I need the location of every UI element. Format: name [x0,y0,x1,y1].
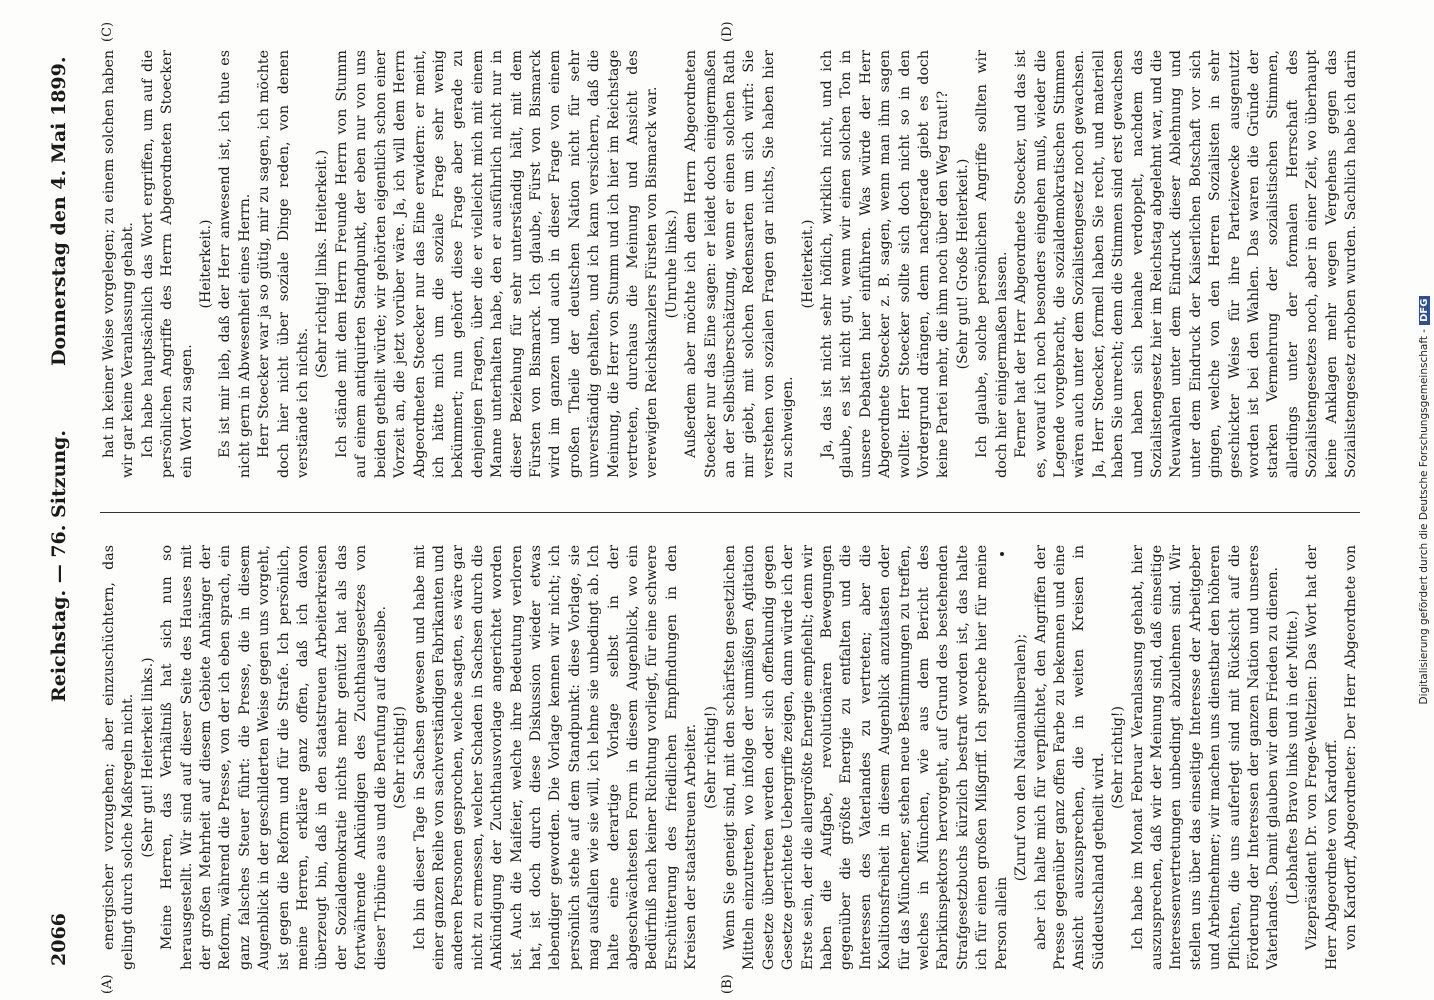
paragraph: Herr Stoecker war ja so gütig, mir zu sagen, ich möchte doch hier nicht über soziale Dinge reden, von denen verstände ich nichts. [256,50,312,478]
paragraph: Ich habe hauptsächlich das Wort ergriffen, um auf die persönlichen Angriffe des Herrn Abgeordneten Stoecker ein Wort zu sagen. [139,50,195,478]
interjection: (Sehr richtig!) [1110,705,1127,810]
paragraph: von Kardorff, Abgeordneter: Der Herr Abgeordnete von [1343,545,1359,950]
page-number: 2066 [48,913,70,966]
interjection: (Lebhaftes Bravo links und in der Mitte.) [1284,610,1301,905]
paragraph: Vizepräsident Dr. von Frege-Weltzien: Das Wort hat der Herr Abgeordnete von Kardorff. [1304,545,1340,970]
ink-dot [1000,552,1004,556]
session-date: Donnerstag den 4. Mai 1899. [48,56,70,366]
text-column-right [100,50,1360,478]
paragraph: Ich bin dieser Tage in Sachsen gewesen und habe mit einer ganzen Reihe von sachverständigen Fabrikanten und anderen Personen gesprochen, welche sagten, es wäre gar nicht zu ermessen, welcher Schaden in Sachsen durch die Ankündigung der Zuchthausvorlage angerichtet worden ist. Auch die Maifeier, welche ihre Bedeutung verloren hat, ist doch durch diese Diskussion wieder etwas lebendiger geworden. Die Vorlage kennen wir nicht; ich persönlich stehe auf dem Standpunkt: diese Vorlage, sie mag ausfallen wie sie will, ich lehne sie unbedingt ab. Ich halte eine derartige Vorlage selbst in der abgeschwächtesten Form in diesem Augenblick, wo ein Bedürfniß nach keiner Richtung vorliegt, für eine schwere Erschütterung des friedlichen Empfindungen in den Kreisen der staatstreuen Arbeiter. [411,545,700,970]
interjection: (Sehr gut! Heiterkeit links.) [139,657,156,858]
interjection: (Zuruf von den Nationalliberalen); [1013,633,1030,882]
paragraph: Ferner hat der Herr Abgeordnete Stoecker, und das ist es, worauf ich noch besonders eingehen muß, wieder die Legende vorgebracht, die sozialdemokratischen Stimmen wären auch unter dem Sozialistengesetz noch gewachsen. Ja, Herr Stoecker, formell haben Sie recht, und materiell haben Sie unrecht; denn die Stimmen sind erst gewachsen und haben sich beinahe verdoppelt, nachdem das Sozialistengesetz hier im Reichstag abgelehnt war, und die Neuwahlen unter dem Eindruck dieser Ablehnung und unter dem Eindruck der Kaiserlichen Botschaft vor sich gingen, welche von den Herren Sozialisten in sehr geschickter Weise für ihre Parteizwecke ausgenutzt worden ist bei den Wahlen. Das waren die Gründe der starken Vermehrung der sozialistischen Stimmen, allerdings unter der formalen Herrschaft des Sozialistengesetzes noch, aber in einer Zeit, wo überhaupt keine Anklagen mehr wegen Vergehens gegen das Sozialistengesetz erhoben wurden. Sachlich habe ich darin [1013,50,1359,478]
margin-mark-c: (C) [100,21,115,42]
interjection: (Heiterkeit.) [799,219,816,309]
digitization-footer [1418,0,1434,1000]
margin-mark-d: (D) [720,21,735,42]
footer-text: Digitalisierung gefördert durch die Deutsche Forschungsgemeinschaft - [1418,328,1430,705]
paragraph: Außerdem aber möchte ich dem Herrn Abgeordneten Stoecker nur das Eine sagen: er leidet doch einigermaßen an der Selbstüberschätzung, wenn er einen solchen Rath mir giebt, mit solchen Redensarten um sich wirft: Sie verstehen von sozialen Fragen gar nichts, Sie haben hier zu schweigen. [683,50,797,478]
margin-mark-b: (B) [720,974,735,994]
dfg-logo: DFG [1419,296,1430,325]
paragraph: Ja, das ist nicht sehr höflich, wirklich nicht, und ich glaube, es ist nicht gut, wenn wir einen solchen Ton in unsere Debatten hier einführen. Was würde der Herr Abgeordnete Stoecker z. B. sagen, wenn man ihm sagen wollte: Herr Stoecker sollte sich doch nicht so in den Vordergrund drängen, denn nachgerade giebt es doch keine Partei mehr, die ihm noch über den Weg traut!? [819,50,952,478]
interjection: (Sehr richtig! links. Heiterkeit.) [314,149,331,379]
interjection: (Sehr gut! Große Heiterkeit.) [954,158,971,370]
paragraph: Es ist mir lieb, daß der Herr anwesend ist, ich thue es nicht gern in Abwesenheit eines Herrn. [217,50,253,478]
paragraph: aber ich halte mich für verpflichtet, den Angriffen der Presse gegenüber ganz offen Farbe zu bekennen und eine Ansicht auszusprechen, die in weiten Kreisen in Süddeutschland getheilt wird. [1032,545,1107,970]
paragraph: Ich glaube, solche persönlichen Angriffe sollten wir doch hier einigermaßen lassen. [974,50,1010,478]
paragraph: Meine Herren, das Verhältniß hat sich nun so herausgestellt. Wir sind auf dieser Seite des Hauses mit der großen Mehrheit auf diesem Gebiete Anhänger der Reform, während die Presse, von der ich eben sprach, ein ganz falsches Steuer führt: die Presse, die in diesem Augenblick in der geschilderten Weise gegen uns vorgeht, ist gegen die Reform und für die Strafe. Ich persönlich, meine Herren, erkläre ganz offen, daß ich davon überzeugt bin, daß in den staatstreuen Arbeiterkreisen der Sozialdemokratie nichts mehr genützt hat als das fortwährende Ankündigen des Zuchthausgesetzes von dieser Tribüne aus und die Berufung auf dasselbe. [159,545,389,970]
paragraph: Wenn Sie geneigt sind, mit den schärfsten gesetzlichen Mitteln einzutreten, wo infolge der unmäßigen Agitation Gesetze übertreten werden oder sich offenkundig gegen Gesetze gerichtete Uebergriffe zeigen, dann würde ich der Erste sein, der die allergrößte Energie empfiehlt; denn wir haben die Aufgabe, revolutionären Bewegungen gegenüber die größte Energie zu entfalten und die Interessen des Vaterlandes zu vertreten; aber die Koalitionsfreiheit in diesem Augenblick anzutasten oder für das Münchener, stehen neue Bestimmungen zu treffen, welches in München, wie aus dem Bericht des Fabrikinspektors hervorgeht, auf Grund des bestehenden Strafgesetzbuchs kürzlich bestraft worden ist, das halte ich für einen großen Mißgriff. Ich spreche hier für meine Person allein [722,545,1010,970]
paragraph: Ich stände mit dem Herrn Freunde Herrn von Stumm auf einem antiquirten Standpunkt, der eben nur von uns beiden getheilt würde; wir gehörten eigentlich schon einer Vorzeit an, die jetzt vorüber wäre. Ja, ich will dem Herrn Abgeordneten Stoecker nur das Eine erwidern: er meint, ich hätte mich um die soziale Frage sehr wenig bekümmert; nun gehört diese Frage aber gerade zu denjenigen Fragen, über die er vielleicht mich mit einem Manne unterhalten habe, den er ausführlich nicht nur in dieser Beziehung für sehr unterständig hält, mit dem Fürsten von Bismarck. Ich glaube, Fürst von Bismarck wird im ganzen und auch in dieser Frage von einem großen Theile der deutschen Nation nicht für sehr unverständig gehalten, und ich kann versichern, daß die Meinung, die Herr von Stumm und ich hier im Reichstage vertreten, durchaus die Meinung und Ansicht des verewigten Reichskanzlers Fürsten von Bismarck war. [333,50,661,478]
interjection: (Sehr richtig!) [392,705,409,810]
paragraph: hat in keiner Weise vorgelegen; zu einem solchen haben wir gar keine Veranlassung gehabt. [101,50,137,478]
margin-mark-a: (A) [100,974,115,994]
paragraph: Ich habe im Monat Februar Veranlassung gehabt, hier auszusprechen, daß wir der Meinung sind, daß einseitige Interessenvertretungen unbedingt abzulehnen sind. Wir stellen uns über das einseitige Interesse der Arbeitgeber und Arbeitnehmer; wir machen uns dienstbar den höheren Pflichten, die uns auferlegt sind mit Rücksicht auf die Förderung der Interessen der ganzen Nation und unseres Vaterlandes. Damit glauben wir dem Frieden zu dienen. [1129,545,1282,970]
column-divider [100,512,1360,513]
interjection: (Unruhe links.) [663,209,680,319]
interjection: (Sehr richtig!) [702,705,719,810]
paragraph: energischer vorzugehen; aber einzuschüchtern, das gelingt durch solche Maßregeln nicht. [101,545,137,970]
page-header [38,51,78,966]
interjection: (Heiterkeit.) [198,219,215,309]
text-column-left [100,545,1360,970]
session-title: Reichstag. — 76. Sitzung. [48,429,70,703]
